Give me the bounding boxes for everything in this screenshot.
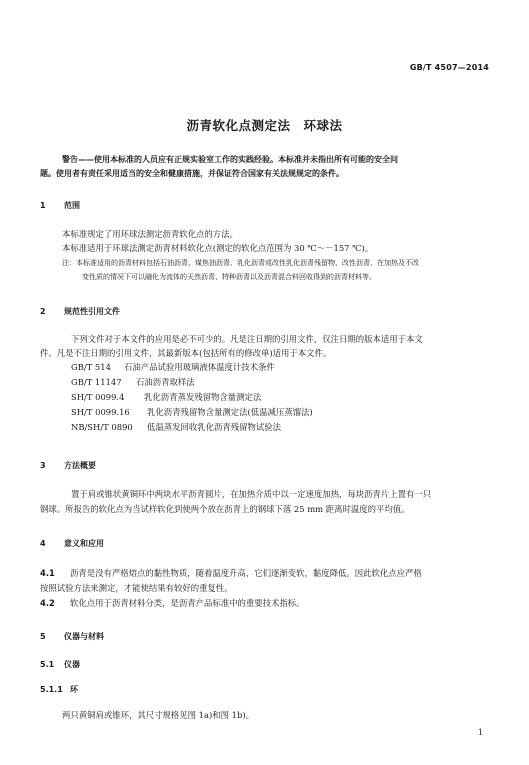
section-number: 5.1.1 <box>40 685 63 694</box>
subsection-5-1-1-heading <box>40 684 78 695</box>
reference-item <box>71 391 261 403</box>
reference-name: 石油产品试验用玻璃液体温度计技术条件 <box>124 362 275 372</box>
section-title: 环 <box>70 685 78 694</box>
clause-text: 沥青是没有严格熔点的黏性物质，随着温度升高，它们逐渐变软，黏度降低。因此软化点应严格 <box>70 568 422 578</box>
section-title: 方法概要 <box>64 461 96 470</box>
section-title: 范围 <box>64 201 80 210</box>
ring-description: 两只黄铜肩或锥环，其尺寸规格见图 1a)和图 1b)。 <box>62 710 254 720</box>
section-number: 2 <box>40 307 46 316</box>
section-title: 意义和应用 <box>64 539 104 548</box>
clause-number: 4.2 <box>40 598 55 608</box>
section-number: 5.1 <box>40 660 55 669</box>
reference-code: GB/T 514 <box>71 362 111 372</box>
warning-line-1: 警告——使用本标准的人员应有正规实验室工作的实践经验。本标准并未指出所有可能的安全问 <box>62 155 398 164</box>
section-number: 4 <box>40 539 46 548</box>
method-summary-line-2: 钢球。所报告的软化点为当试样软化到使两个放在沥青上的钢球下落 25 mm 距离时温度的平均值。 <box>40 504 410 514</box>
warning-line-2: 题。使用者有责任采用适当的安全和健康措施，并保证符合国家有关法规规定的条件。 <box>40 169 344 178</box>
section-2-heading <box>40 306 120 317</box>
standard-number: GB/T 4507—2014 <box>409 63 489 72</box>
section-1-heading <box>40 200 80 211</box>
reference-name: 石油沥青取样法 <box>136 377 195 387</box>
scope-note-line-2: 变性质的情况下可以融化为流体的天然沥青、特种沥青以及沥青混合料回收得到的沥青材料等。 <box>82 273 376 281</box>
reference-name: 低温蒸发回收乳化沥青残留物试验法 <box>147 422 281 432</box>
document-title: 沥青软化点测定法 环球法 <box>186 118 343 133</box>
refs-intro-line-2: 件。凡是不注日期的引用文件，其最新版本(包括所有的修改单)适用于本文件。 <box>40 348 332 358</box>
reference-item <box>71 406 313 418</box>
page-number: 1 <box>477 728 483 737</box>
refs-intro-line-1: 下列文件对于本文件的应用是必不可少的。凡是注日期的引用文件，仅注日期的版本适用于本文 <box>71 334 423 344</box>
section-4-heading <box>40 538 104 549</box>
reference-code: SH/T 0099.16 <box>71 407 130 417</box>
subsection-5-1-heading <box>40 659 80 670</box>
reference-code: GB/T 11147 <box>71 377 122 387</box>
section-number: 3 <box>40 461 46 470</box>
clause-4-2 <box>40 597 305 610</box>
section-title: 仪器与材料 <box>64 632 104 641</box>
section-3-heading <box>40 460 96 471</box>
reference-code: SH/T 0099.4 <box>71 392 125 402</box>
clause-number: 4.1 <box>40 568 55 578</box>
clause-4-1-line-1 <box>40 567 422 580</box>
scope-paragraph-1: 本标准规定了用环球法测定沥青软化点的方法。 <box>62 229 238 239</box>
reference-item <box>71 361 275 373</box>
scope-paragraph-2: 本标准适用于环球法测定沥青材料软化点(测定的软化点范围为 30 ℃～－157 ℃)。 <box>62 243 374 253</box>
scope-note-line-1: 注：本标准适用的沥青材料包括石油沥青、煤焦油沥青、乳化沥青或改性乳化沥青残留物、改性沥青、在加热及不改 <box>62 259 419 267</box>
section-5-heading <box>40 631 104 642</box>
reference-name: 乳化沥青蒸发残留物含量测定法 <box>144 392 262 402</box>
reference-item <box>71 376 195 388</box>
section-number: 5 <box>40 632 46 641</box>
reference-code: NB/SH/T 0890 <box>71 422 133 432</box>
section-title: 仪器 <box>64 660 80 669</box>
section-number: 1 <box>40 201 46 210</box>
clause-text: 软化点用于沥青材料分类，是沥青产品标准中的重要技术指标。 <box>70 598 305 608</box>
reference-name: 乳化沥青残留物含量测定法(低温减压蒸馏法) <box>147 407 313 417</box>
section-title: 规范性引用文件 <box>64 307 120 316</box>
method-summary-line-1: 置于肩或锥状黄铜环中两块水平沥青圆片，在加热介质中以一定速度加热，每块沥青片上置有一只 <box>71 489 432 499</box>
reference-item <box>71 421 281 433</box>
clause-4-1-line-2: 按照试验方法来测定，才能使结果有较好的重复性。 <box>40 583 233 593</box>
